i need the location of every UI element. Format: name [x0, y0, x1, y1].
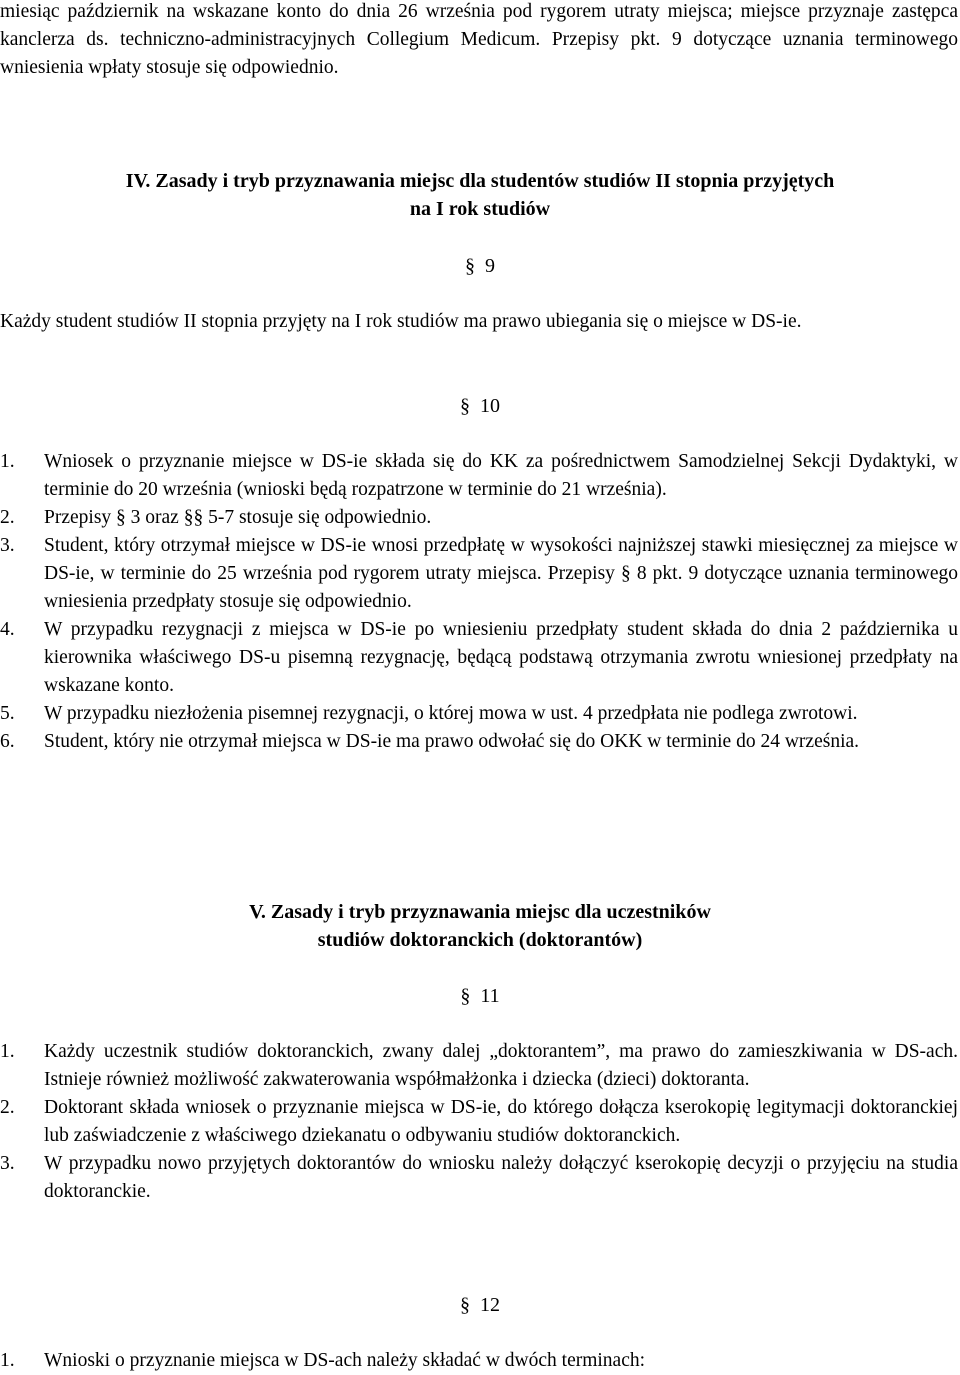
paragraph-12-marker [0, 1291, 960, 1319]
paragraph-12-list [0, 1347, 958, 1375]
paragraph-11-marker [0, 982, 960, 1010]
list-item: 1. Wniosek o przyznanie miejsce w DS-ie składa się do KK za pośrednictwem Samodzielnej Sekcji Dydaktyki, w terminie do 20 września (wnioski będą rozpatrzone w terminie do 21 września). [0, 451, 958, 500]
list-item: 1. Wnioski o przyznanie miejsca w DS-ach należy składać w dwóch terminach: [0, 1350, 646, 1371]
list-item: 6. Student, który nie otrzymał miejsca w DS-ie ma prawo odwołać się do OKK w terminie do 24 września. [0, 731, 860, 752]
list-item: 1. Każdy uczestnik studiów doktoranckich, zwany dalej „doktorantem”, ma prawo do zamieszkiwania w DS-ach. Istnieje również możliwość zakwaterowania współmałżonka i dziecka (dzieci) doktoranta. [0, 1041, 958, 1090]
section-symbol: § [460, 985, 471, 1007]
section-iv-heading-line1: IV. Zasady i tryb przyznawania miejsc dla studentów studiów II stopnia przyjętych [125, 170, 835, 192]
list-item: 3. W przypadku nowo przyjętych doktorantów do wniosku należy dołączyć kserokopię decyzji o przyjęciu na studia doktoranckie. [0, 1153, 958, 1202]
list-item: 4. W przypadku rezygnacji z miejsca w DS-ie po wniesieniu przedpłaty student składa do dnia 2 października u kierownika właściwego DS-u pisemną rezygnację, będącą podstawą otrzymania zwrotu wniesionej przedpłaty na wskazane konto. [0, 619, 958, 696]
paragraph-9-text: Każdy student studiów II stopnia przyjęty na I rok studiów ma prawo ubiegania się o miejsce w DS-ie. [0, 311, 802, 332]
paragraph-number: 9 [485, 255, 495, 277]
section-symbol: § [460, 395, 470, 417]
list-item: 2. Doktorant składa wniosek o przyznanie miejsca w DS-ie, do którego dołącza kserokopię legitymacji doktoranckiej lub zaświadczenie z właściwego dziekanatu o odbywaniu studiów doktoranckich. [0, 1097, 958, 1146]
list-item: 2. Przepisy § 3 oraz §§ 5-7 stosuje się odpowiednio. [0, 507, 432, 528]
list-item: 3. Student, który otrzymał miejsce w DS-ie wnosi przedpłatę w wysokości najniższej stawki miesięcznej za miejsce w DS-ie, w terminie do 25 września pod rygorem utraty miejsca. Przepisy § 8 pkt. 9 dotyczące uznania terminowego wniesienia przedpłaty stosuje się odpowiednio. [0, 535, 958, 612]
paragraph-number: 11 [480, 985, 500, 1007]
paragraph-10-marker [0, 392, 960, 420]
section-symbol: § [465, 255, 475, 277]
continuation-paragraph: miesiąc październik na wskazane konto do dnia 26 września pod rygorem utraty miejsca; miejsce przyznaje zastępca kanclerza ds. techniczno-administracyjnych Collegium Medicum. Przepisy pkt. 9 dotyczące uznania terminowego wniesienia wpłaty stosuje się odpowiednio. [0, 1, 958, 78]
section-v-heading-line2: studiów doktoranckich (doktorantów) [317, 929, 643, 951]
paragraph-9-marker [0, 252, 960, 280]
section-iv-heading-line2: na I rok studiów [409, 198, 551, 220]
paragraph-number: 10 [480, 395, 500, 417]
section-v-heading-line1: V. Zasady i tryb przyznawania miejsc dla uczestników [249, 901, 711, 923]
paragraph-10-list [0, 448, 958, 756]
paragraph-11-list [0, 1038, 958, 1206]
paragraph-number: 12 [480, 1294, 500, 1316]
list-item: 5. W przypadku niezłożenia pisemnej rezygnacji, o której mowa w ust. 4 przedpłata nie podlega zwrotowi. [0, 703, 858, 724]
section-symbol: § [460, 1294, 470, 1316]
